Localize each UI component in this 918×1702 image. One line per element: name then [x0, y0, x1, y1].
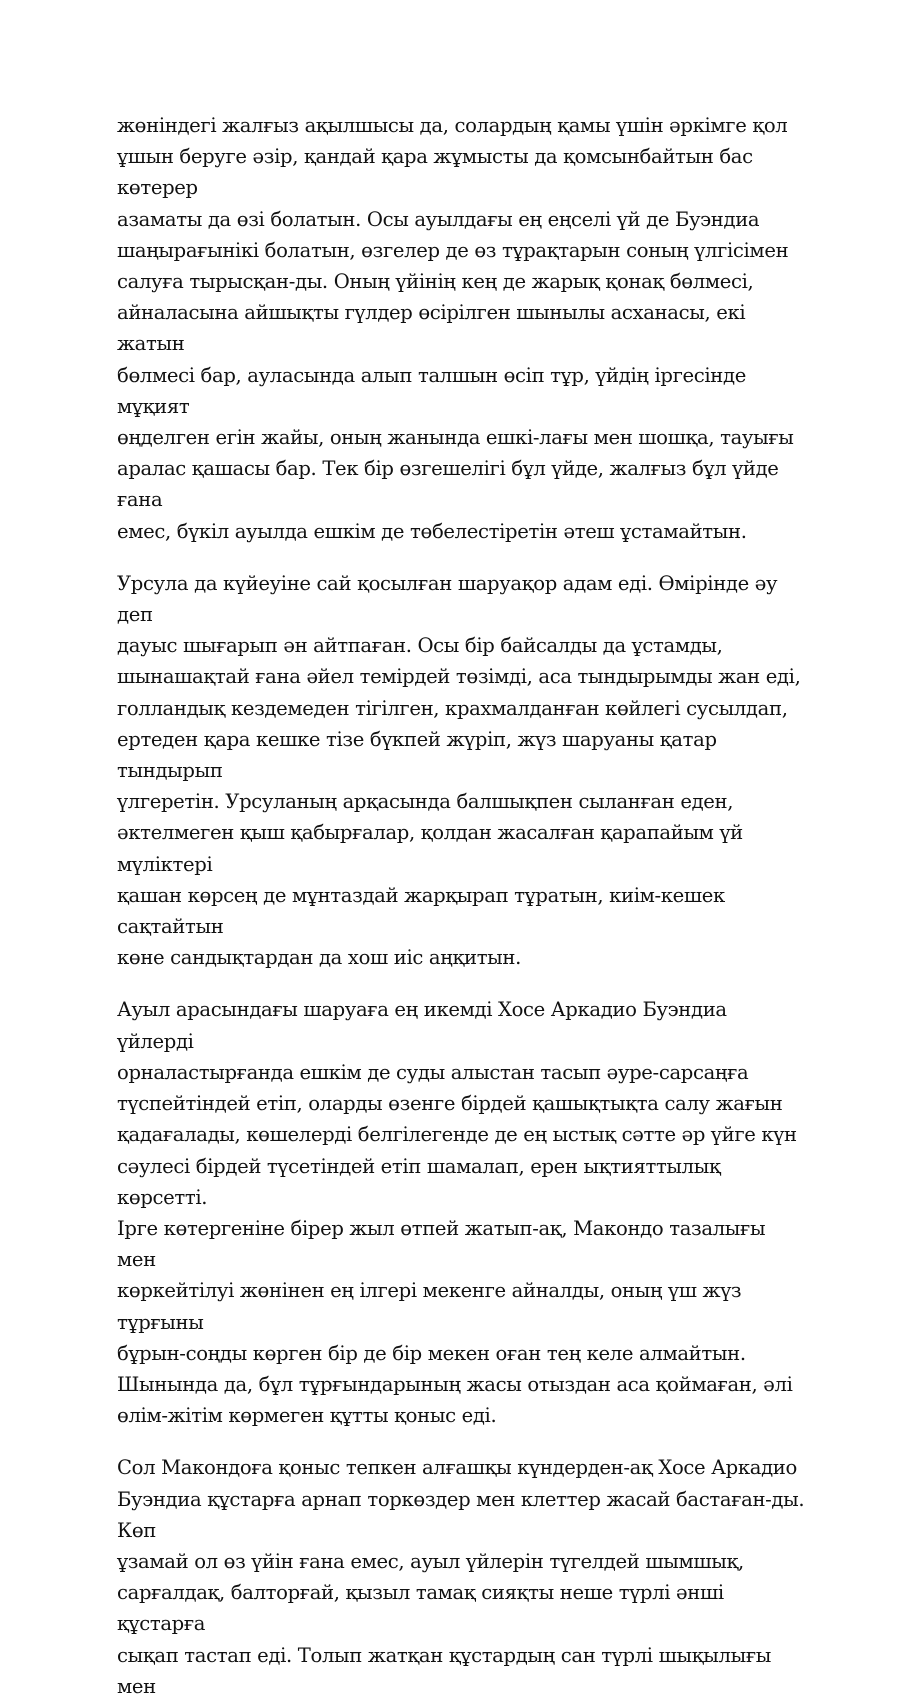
paragraph-2: Урсула да күйеуіне сай қосылған шаруақор адам еді. Өмірінде әу деп дауыс шығарып ән айтпаған. Осы бір байсалды да ұстамды, шынашақтай ғана әйел темірдей төзімді, аса тындырымды жан еді, голландық кездемеден тігілген, крахмалданған көйлегі сусылдап, ертеден қара кешке тізе бүкпей жүріп, жүз шаруаны қатар тындырып үлгеретін. Урсуланың арқасында балшықпен сыланған еден, әктелмеген қыш қабырғалар, қолдан жасалған қарапайым үй мүліктері қашан көрсең де мұнтаздай жарқырап тұратын, киім-кешек сақтайтын көне сандықтардан да хош иіс аңқитын.	[117, 571, 801, 970]
text-body	[117, 110, 807, 1702]
paragraph-1: жөніндегі жалғыз ақылшысы да, солардың қамы үшін әркімге қол ұшын беруге әзір, қандай қара жұмысты да қомсынбайтын бас көтерер азаматы да өзі болатын. Осы ауылдағы ең еңселі үй де Буэндиа шаңырағынікі болатын, өзгелер де өз тұрақтарын соның үлгісімен салуға тырысқан-ды. Оның үйінің кең де жарық қонақ бөлмесі, айналасына айшықты гүлдер өсірілген шынылы асханасы, екі жатын бөлмесі бар, ауласында алып талшын өсіп тұр, үйдің іргесінде мұқият өңделген егін жайы, оның жанында ешкі-лағы мен шошқа, тауығы аралас қашасы бар. Тек бір өзгешелігі бұл үйде, жалғыз бұл үйде ғана емес, бүкіл ауылда ешкім де төбелестіретін әтеш ұстамайтын.	[117, 114, 794, 543]
paragraph-3: Ауыл арасындағы шаруаға ең икемді Хосе Аркадио Буэндиа үйлерді орналастырғанда ешкім де суды алыстан тасып әуре-сарсаңға түспейтіндей етіп, оларды өзенге бірдей қашықтықта салу жағын қадағалады, көшелерді белгілегенде де ең ыстық сәтте әр үйге күн сәулесі бірдей түсетіндей етіп шамалап, ерен ықтияттылық көрсетті. Ірге көтергеніне бірер жыл өтпей жатып-ақ, Макондо тазалығы мен көркейтілуі жөнінен ең ілгері мекенге айналды, оның үш жүз тұрғыны бұрын-соңды көрген бір де бір мекен оған тең келе алмайтын. Шынында да, бұл тұрғындарының жасы отыздан аса қоймаған, әлі өлім-жітім көрмеген құтты қоныс еді.	[117, 998, 797, 1428]
paragraph-4: Сол Макондоға қоныс тепкен алғашқы күндерден-ақ Хосе Аркадио Буэндиа құстарға арнап торкөздер мен клеттер жасай бастаған-ды. Көп ұзамай ол өз үйін ғана емес, ауыл үйлерін түгелдей шымшық, сарғалдақ, балторғай, қызыл тамақ сияқты неше түрлі әнші құстарға сықап тастап еді. Толып жатқан құстардың сан түрлі шықылығы мен	[117, 1456, 805, 1698]
